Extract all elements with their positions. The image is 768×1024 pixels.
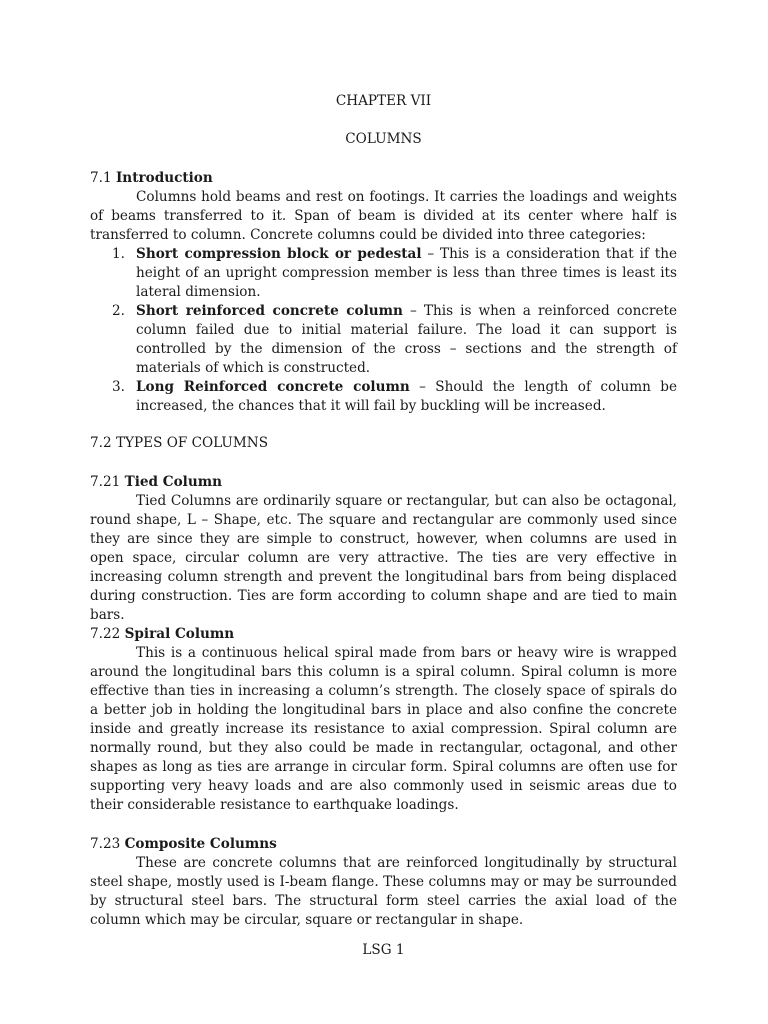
- list-item-term: Long Reinforced concrete column: [136, 379, 410, 395]
- chapter-title: COLUMNS: [345, 131, 422, 147]
- list-item-term: Short compression block or pedestal: [136, 246, 422, 262]
- section-title: Spiral Column: [124, 626, 235, 642]
- list-marker: 2.: [112, 303, 125, 319]
- spiral-column-paragraph: This is a continuous helical spiral made from bars or heavy wire is wrapped around the longitudinal bars this column is a spiral column. Spiral column is more effective than ties in increasing a column’s strength. The closely space of spirals do a better job in holding the longitudinal bars in place and also confine the concrete inside and greatly increase its resistance to axial compression. Spiral column are normally round, but they also could be made in rectangular, octagonal, and other shapes as long as ties are arrange in circular form. Spiral columns are often use for supporting very heavy loads and are also commonly used in seismic areas due to their considerable resistance to earthquake loadings.: [90, 645, 677, 813]
- section-number: 7.2: [90, 435, 112, 451]
- document-page: [90, 0, 677, 1024]
- page-footer: LSG 1: [362, 942, 405, 958]
- chapter-label: CHAPTER VII: [335, 93, 432, 109]
- list-item-term: Short reinforced concrete column: [136, 303, 403, 319]
- section-title: Composite Columns: [124, 836, 277, 852]
- list-item-text: – This is when a reinforced concrete column failed due to initial material failure. The load it can support is controlled by the dimension of the cross – sections and the strength of materials of which is constructed.: [136, 303, 677, 376]
- list-marker: 3.: [112, 379, 125, 395]
- composite-columns-paragraph: These are concrete columns that are reinforced longitudinally by structural steel shape, mostly used is I-beam flange. These columns may or may be surrounded by structural steel bars. The structural form steel carries the axial load of the column which may be circular, square or rectangular in shape.: [90, 855, 677, 928]
- section-title: TYPES OF COLUMNS: [115, 435, 269, 451]
- section-heading-tied-column: [90, 473, 222, 492]
- section-heading-composite-columns: [90, 835, 277, 854]
- list-item: [90, 302, 677, 378]
- section-heading-spiral-column: [90, 625, 234, 644]
- section-number: 7.21: [90, 474, 121, 490]
- section-heading-types: [90, 434, 268, 453]
- list-item-text: – Should the length of column be increased, the chances that it will fail by buckling will be increased.: [136, 379, 677, 414]
- list-marker: 1.: [112, 246, 125, 262]
- section-title: Introduction: [115, 170, 213, 186]
- list-item-text: – This is a consideration that if the height of an upright compression member is less than three times is least its lateral dimension.: [136, 246, 678, 300]
- section-number: 7.1: [90, 170, 112, 186]
- list-item: [90, 378, 677, 416]
- column-categories-list: [90, 245, 677, 416]
- introduction-paragraph: Columns hold beams and rest on footings. It carries the loadings and weights of beams transferred to it. Span of beam is divided at its center where half is transferred to column. Concrete columns could be divided into three categories:: [90, 189, 677, 243]
- section-number: 7.23: [90, 836, 121, 852]
- tied-column-paragraph: Tied Columns are ordinarily square or rectangular, but can also be octagonal, round shape, L – Shape, etc. The square and rectangular are commonly used since they are since they are simple to construct, however, when columns are used in open space, circular column are very attractive. The ties are very effective in increasing column strength and prevent the longitudinal bars from being displaced during construction. Ties are form according to column shape and are tied to main bars.: [90, 493, 677, 623]
- section-title: Tied Column: [124, 474, 222, 490]
- section-heading-introduction: [90, 169, 213, 188]
- list-item: [90, 245, 677, 302]
- section-number: 7.22: [90, 626, 121, 642]
